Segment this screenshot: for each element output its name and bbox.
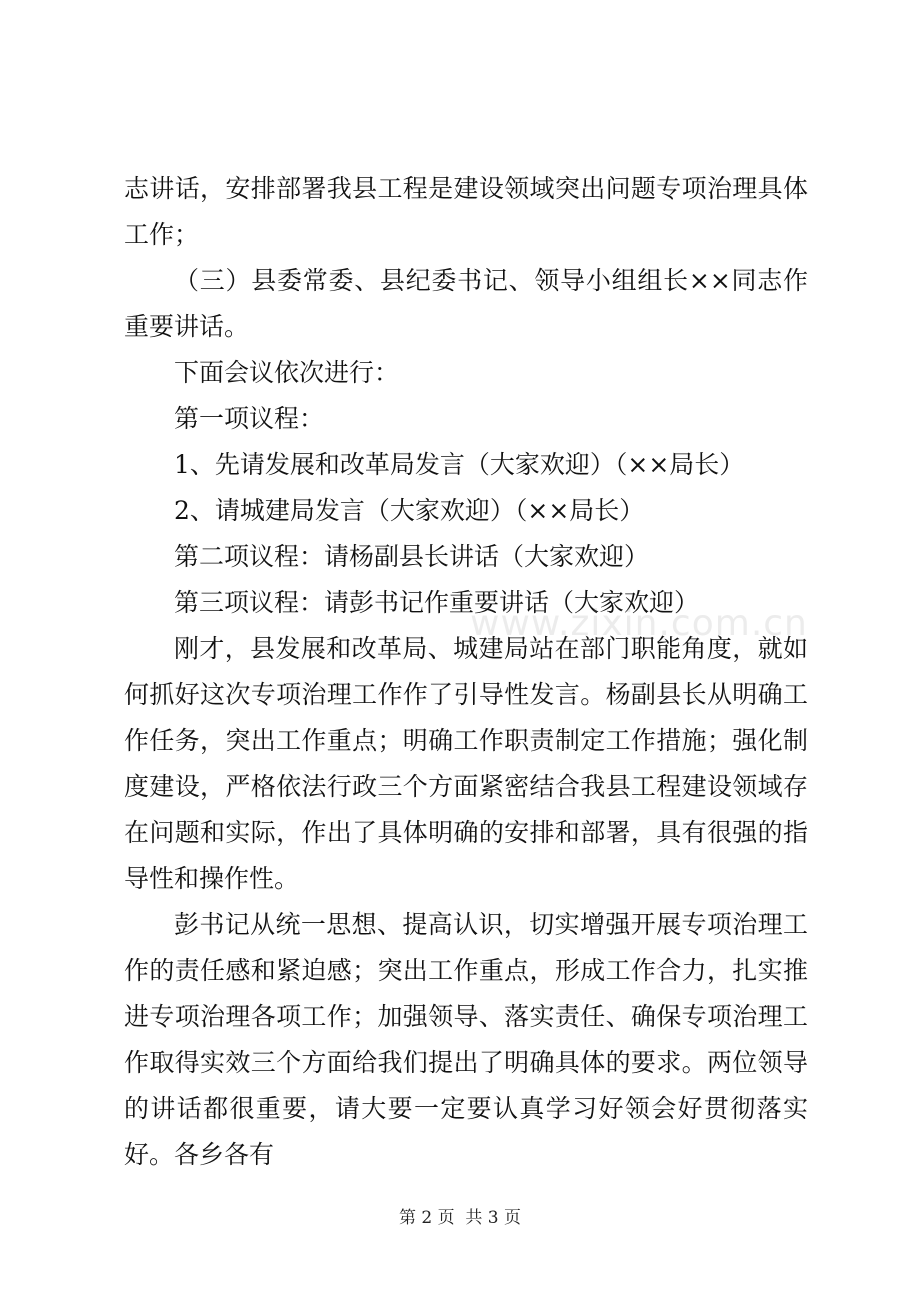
agenda-sub-item-1: 1、先请发展和改革局发言（大家欢迎）（××局长） <box>174 450 745 479</box>
agenda-item-three: 第三项议程：请彭书记作重要讲话（大家欢迎） <box>174 588 700 617</box>
paragraph-continuation: 志讲话，安排部署我县工程是建设领域突出问题专项治理具体工作； <box>124 174 808 249</box>
paragraph-item-three: （三）县委常委、县纪委书记、领导小组组长××同志作重要讲话。 <box>124 266 808 341</box>
agenda-item-two: 第二项议程：请杨副县长讲话（大家欢迎） <box>174 542 650 571</box>
paragraph-agenda-intro: 下面会议依次进行： <box>174 358 400 387</box>
agenda-item-one-heading: 第一项议程： <box>174 404 325 433</box>
document-body <box>124 166 808 1178</box>
page-footer: 第 2 页 共 3 页 <box>398 1208 522 1228</box>
paragraph-summary-1: 刚才，县发展和改革局、城建局站在部门职能角度，就如何抓好这次专项治理工作作了引导性发言。杨副县长从明确工作任务，突出工作重点；明确工作职责制定工作措施；强化制度建设，严格依法行政三个方面紧密结合我县工程建设领域存在问题和实际，作出了具体明确的安排和部署，具有很强的指导性和操作性。 <box>124 634 808 893</box>
paragraph-summary-2: 彭书记从统一思想、提高认识，切实增强开展专项治理工作的责任感和紧迫感；突出工作重点，形成工作合力，扎实推进专项治理各项工作；加强领导、落实责任、确保专项治理工作取得实效三个方面给我们提出了明确具体的要求。两位领导的讲话都很重要，请大要一定要认真学习好领会好贯彻落实好。各乡各有 <box>124 910 808 1169</box>
agenda-sub-item-2: 2、请城建局发言（大家欢迎）（××局长） <box>174 496 645 525</box>
watermark-text: www.zixin.com.cn <box>470 603 808 644</box>
